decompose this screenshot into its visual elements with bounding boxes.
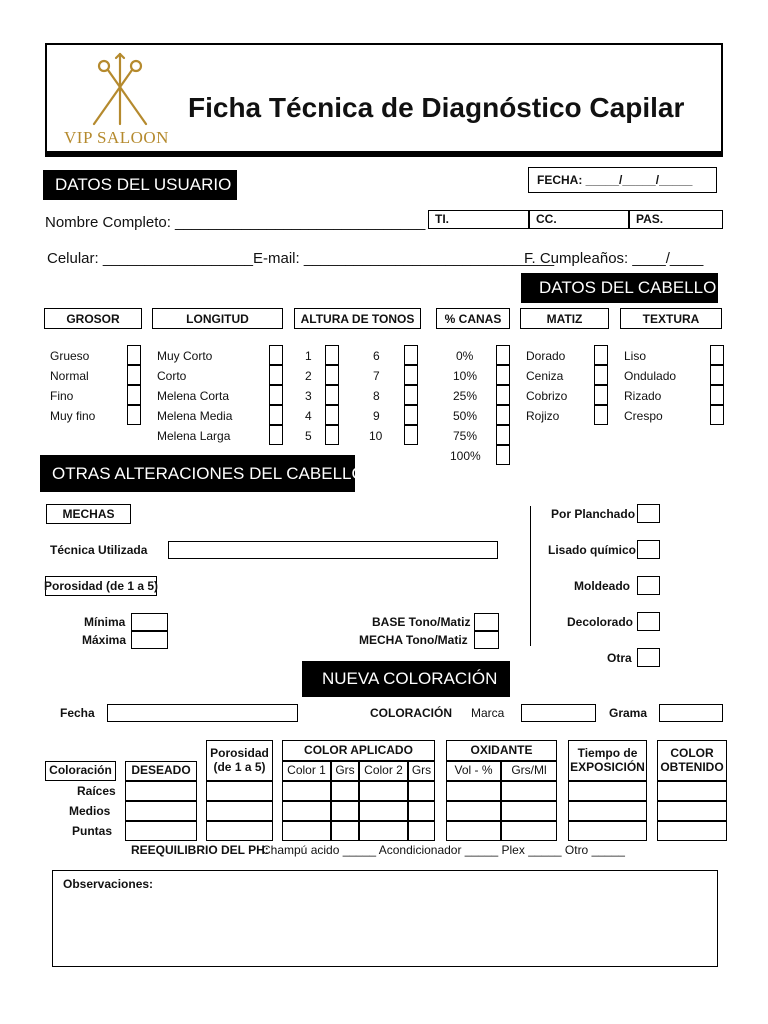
table-cell[interactable] (331, 821, 359, 841)
grosor-checkbox[interactable] (127, 405, 141, 425)
col-coloracion-header: Coloración (45, 761, 116, 781)
observaciones-label: Observaciones: (63, 877, 154, 891)
tono-label: 5 (305, 429, 312, 443)
textura-label: Crespo (624, 409, 663, 423)
tono-label: 7 (373, 369, 380, 383)
table-cell[interactable] (408, 801, 435, 821)
pas-field[interactable]: PAS. (629, 210, 723, 229)
longitud-checkbox[interactable] (269, 345, 283, 365)
table-cell[interactable] (501, 781, 557, 801)
textura-checkbox[interactable] (710, 405, 724, 425)
col-tiempo-header (568, 740, 647, 781)
maxima-field[interactable] (131, 631, 168, 649)
table-cell[interactable] (359, 781, 408, 801)
col-grs2-header: Grs (408, 761, 435, 781)
porosidad-label: Porosidad (de 1 a 5) (45, 576, 157, 596)
ti-field[interactable]: TI. (428, 210, 529, 229)
canas-checkbox[interactable] (496, 405, 510, 425)
tono-checkbox[interactable] (404, 405, 418, 425)
table-cell[interactable] (359, 801, 408, 821)
grama-field[interactable] (659, 704, 723, 722)
textura-checkbox[interactable] (710, 385, 724, 405)
tono-checkbox[interactable] (404, 365, 418, 385)
col-obtenido-header (657, 740, 727, 781)
tono-checkbox[interactable] (404, 385, 418, 405)
tono-label: 1 (305, 349, 312, 363)
table-cell[interactable] (125, 781, 197, 801)
obtenido-header-line: COLOR OBTENIDO (660, 745, 724, 774)
tono-label: 2 (305, 369, 312, 383)
col-grsml-header: Grs/Ml (501, 761, 557, 781)
grosor-checkbox[interactable] (127, 385, 141, 405)
tono-label: 4 (305, 409, 312, 423)
longitud-label: Melena Larga (157, 429, 231, 443)
matiz-checkbox[interactable] (594, 385, 608, 405)
matiz-label: Cobrizo (526, 389, 568, 403)
longitud-label: Melena Corta (157, 389, 230, 403)
base-label: BASE Tono/Matiz (372, 615, 471, 629)
table-cell[interactable] (206, 801, 273, 821)
section-otras-title: OTRAS ALTERACIONES DEL CABELLO (40, 455, 355, 492)
porosidad-header-line: Porosidad (de 1 a 5) (210, 745, 269, 774)
coloracion-label: COLORACIÓN (370, 706, 452, 720)
celular-field[interactable]: Celular: __________________ (47, 250, 254, 267)
canas-label: 10% (453, 369, 478, 383)
fecha-field[interactable]: FECHA: _____/_____/_____ (528, 167, 717, 193)
matiz-checkbox[interactable] (594, 345, 608, 365)
tono-checkbox[interactable] (325, 425, 339, 445)
minima-field[interactable] (131, 613, 168, 631)
logo-text: VIP SALOON (64, 128, 169, 147)
col-deseado-header: DESEADO (125, 761, 197, 781)
col-oxidante-header: OXIDANTE (446, 740, 557, 761)
nombre-field[interactable]: Nombre Completo: ______________________________ (45, 214, 426, 231)
col-aplicado-header: COLOR APLICADO (282, 740, 435, 761)
canas-label: 75% (453, 429, 478, 443)
table-cell[interactable] (446, 821, 501, 841)
canas-checkbox[interactable] (496, 365, 510, 385)
tiempo-header-line: Tiempo de EXPOSICIÓN (570, 745, 645, 774)
col-porosidad-header (206, 740, 273, 781)
table-cell[interactable] (568, 801, 647, 821)
nueva-fecha-label: Fecha (60, 706, 95, 720)
cumple-field[interactable]: F. Cumpleaños: ____/____ (524, 250, 704, 267)
mecha-tono-label: MECHA Tono/Matiz (359, 633, 468, 647)
grosor-checkbox[interactable] (127, 365, 141, 385)
table-cell[interactable] (501, 801, 557, 821)
tono-checkbox[interactable] (325, 365, 339, 385)
table-cell[interactable] (359, 821, 408, 841)
grosor-checkbox[interactable] (127, 345, 141, 365)
alteracion-label: Lisado químico (548, 543, 637, 557)
row-label-medios: Medios (69, 804, 111, 818)
canas-checkbox[interactable] (496, 425, 510, 445)
longitud-label: Melena Media (157, 409, 233, 423)
matiz-label: Ceniza (526, 369, 564, 383)
minima-label: Mínima (84, 615, 126, 629)
alteracion-label: Moldeado (574, 579, 630, 593)
tecnica-field[interactable] (168, 541, 498, 559)
grosor-label: Grueso (50, 349, 90, 363)
grosor-label: Muy fino (50, 409, 96, 423)
tono-checkbox[interactable] (325, 345, 339, 365)
mechas-label: MECHAS (46, 504, 131, 524)
matiz-checkbox[interactable] (594, 405, 608, 425)
logo (60, 52, 180, 152)
textura-label: Rizado (624, 389, 662, 403)
header-matiz: MATIZ (520, 308, 609, 329)
section-nueva-title: NUEVA COLORACIÓN (302, 661, 510, 697)
page-title: Ficha Técnica de Diagnóstico Capilar (188, 92, 685, 123)
longitud-label: Muy Corto (157, 349, 213, 363)
tono-checkbox[interactable] (404, 345, 418, 365)
reequilibrio-options[interactable]: Champú acido _____ Acondicionador _____ Plex _____ Otro _____ (262, 843, 625, 857)
table-cell[interactable] (206, 781, 273, 801)
alteracion-label: Decolorado (567, 615, 634, 629)
header-altura: ALTURA DE TONOS (294, 308, 421, 329)
section-hair-title: DATOS DEL CABELLO (521, 273, 718, 303)
tono-label: 8 (373, 389, 380, 403)
table-cell[interactable] (568, 821, 647, 841)
alteracion-checkbox[interactable] (637, 504, 660, 523)
mecha-tono-field[interactable] (474, 631, 499, 649)
scissors-icon (60, 52, 180, 132)
col-vol-header: Vol - % (446, 761, 501, 781)
table-cell[interactable] (501, 821, 557, 841)
row-label-raices: Raíces (77, 784, 116, 798)
tono-checkbox[interactable] (325, 405, 339, 425)
table-cell[interactable] (408, 781, 435, 801)
table-cell[interactable] (282, 821, 331, 841)
table-cell[interactable] (657, 801, 727, 821)
table-cell[interactable] (331, 781, 359, 801)
row-label-puntas: Puntas (72, 824, 113, 838)
canas-checkbox[interactable] (496, 345, 510, 365)
matiz-label: Dorado (526, 349, 566, 363)
longitud-checkbox[interactable] (269, 385, 283, 405)
alteracion-checkbox[interactable] (637, 576, 660, 595)
header-grosor: GROSOR (44, 308, 142, 329)
maxima-label: Máxima (82, 633, 127, 647)
textura-checkbox[interactable] (710, 365, 724, 385)
grosor-label: Fino (50, 389, 74, 403)
table-cell[interactable] (206, 821, 273, 841)
canas-label: 50% (453, 409, 478, 423)
table-cell[interactable] (657, 821, 727, 841)
base-field[interactable] (474, 613, 499, 631)
table-cell[interactable] (282, 781, 331, 801)
section-user-title: DATOS DEL USUARIO (43, 170, 237, 200)
longitud-checkbox[interactable] (269, 365, 283, 385)
col-color1-header: Color 1 (282, 761, 331, 781)
canas-label: 0% (456, 349, 474, 363)
alteracion-checkbox[interactable] (637, 540, 660, 559)
cc-field[interactable]: CC. (529, 210, 629, 229)
alteracion-label: Por Planchado (551, 507, 636, 521)
table-cell[interactable] (125, 821, 197, 841)
textura-label: Liso (624, 349, 647, 363)
textura-label: Ondulado (624, 369, 677, 383)
alteracion-label: Otra (607, 651, 632, 665)
marca-label: Marca (471, 706, 505, 720)
table-cell[interactable] (446, 801, 501, 821)
grosor-label: Normal (50, 369, 89, 383)
alteracion-checkbox[interactable] (637, 648, 660, 667)
col-grs1-header: Grs (331, 761, 359, 781)
divider (530, 506, 531, 646)
canas-checkbox[interactable] (496, 445, 510, 465)
grama-label: Grama (609, 706, 648, 720)
tono-label: 6 (373, 349, 380, 363)
email-field[interactable]: E-mail: ______________________________ (253, 250, 555, 267)
marca-field[interactable] (521, 704, 596, 722)
table-cell[interactable] (446, 781, 501, 801)
matiz-checkbox[interactable] (594, 365, 608, 385)
table-cell[interactable] (568, 781, 647, 801)
table-cell[interactable] (657, 781, 727, 801)
tono-checkbox[interactable] (325, 385, 339, 405)
table-cell[interactable] (125, 801, 197, 821)
canas-checkbox[interactable] (496, 385, 510, 405)
tono-label: 3 (305, 389, 312, 403)
tono-label: 9 (373, 409, 380, 423)
tecnica-label: Técnica Utilizada (50, 543, 148, 557)
longitud-checkbox[interactable] (269, 425, 283, 445)
tono-checkbox[interactable] (404, 425, 418, 445)
table-cell[interactable] (408, 821, 435, 841)
header-canas: % CANAS (436, 308, 510, 329)
matiz-label: Rojizo (526, 409, 560, 423)
textura-checkbox[interactable] (710, 345, 724, 365)
nueva-fecha-field[interactable] (107, 704, 298, 722)
reequilibrio-label: REEQUILIBRIO DEL PH: (131, 843, 269, 857)
longitud-checkbox[interactable] (269, 405, 283, 425)
alteracion-checkbox[interactable] (637, 612, 660, 631)
canas-label: 100% (450, 449, 481, 463)
longitud-label: Corto (157, 369, 187, 383)
tono-label: 10 (369, 429, 383, 443)
col-color2-header: Color 2 (359, 761, 408, 781)
header-textura: TEXTURA (620, 308, 722, 329)
canas-label: 25% (453, 389, 478, 403)
header-longitud: LONGITUD (152, 308, 283, 329)
table-cell[interactable] (331, 801, 359, 821)
table-cell[interactable] (282, 801, 331, 821)
